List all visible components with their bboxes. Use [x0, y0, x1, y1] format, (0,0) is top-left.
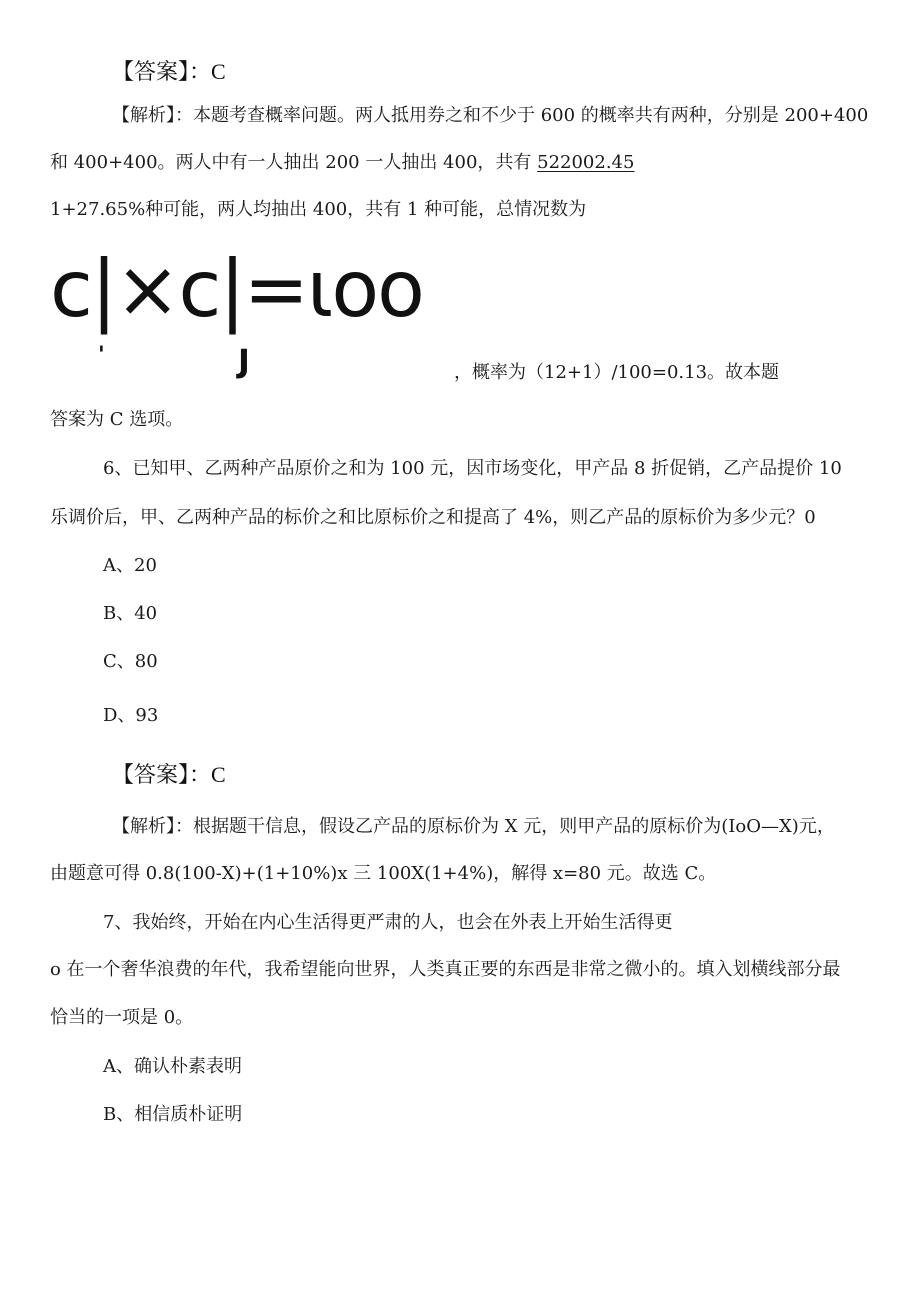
q7-option-a: A、确认朴素表明 [103, 1056, 242, 1077]
q6-option-c: C、80 [103, 651, 158, 672]
q7-stem-line1: 7、我始终，开始在内心生活得更严肃的人，也会在外表上开始生活得更 [103, 912, 673, 933]
q6-option-b: B、40 [103, 603, 158, 624]
q5-answer-value: ：C [189, 59, 226, 84]
q6-analysis-line1 [112, 815, 835, 839]
q6-stem-line2: 乐调价后，甲、乙两种产品的标价之和比原标价之和提高了 4%，则乙产品的原标价为多少元？0 [50, 507, 816, 528]
q5-analysis-underlined-number: 522002.45 [537, 152, 635, 173]
q5-analysis-line5: 答案为 C 选项。 [50, 409, 184, 430]
q7-stem-line3: 恰当的一项是 0。 [50, 1007, 194, 1028]
q5-analysis-line2 [50, 151, 634, 175]
q7-option-b: B、相信质朴证明 [103, 1104, 243, 1125]
q6-analysis-line2: 由题意可得 0.8(100-X)+(1+10%)x 三 100X(1+4%)，解得 x=80 元。故选 C。 [50, 863, 717, 884]
q6-stem-line1: 6、已知甲、乙两种产品原价之和为 100 元，因市场变化，甲产品 8 折促销，乙产品提价 10 [103, 458, 842, 479]
q6-analysis-label: 【解析】 [112, 816, 175, 837]
q5-formula-sub-right: J [238, 342, 250, 380]
q5-answer [112, 58, 226, 87]
q6-answer [112, 761, 226, 790]
q5-analysis-line3: 1+27.65%种可能，两人均抽出 400，共有 1 种可能，总情况数为 [50, 199, 587, 220]
q5-analysis-line1 [112, 104, 868, 128]
q6-answer-value: ：C [189, 762, 226, 787]
q5-analysis-label: 【解析】 [112, 105, 175, 126]
q6-option-a: A、20 [103, 555, 157, 576]
q5-analysis-text-2: 和 400+400。两人中有一人抽出 200 一人抽出 400，共有 [50, 152, 538, 173]
q6-option-d: D、93 [103, 705, 159, 726]
q7-stem-line2: o 在一个奢华浪费的年代，我希望能向世界，人类真正要的东西是非常之微小的。填入划横线部分最 [50, 959, 841, 980]
q5-formula-sub-left: ' [98, 343, 105, 368]
q5-analysis-text-1: ：本题考查概率问题。两人抵用券之和不少于 600 的概率共有两种，分别是 200+400 [175, 105, 869, 126]
q6-analysis-text-1: ：根据题干信息，假设乙产品的原标价为 X 元，则甲产品的原标价为(IoO—X)元， [175, 816, 835, 837]
q6-answer-label: 【答案】 [112, 763, 190, 788]
q5-analysis-line4: ，概率为（12+1）/100=0.13。故本题 [454, 362, 780, 383]
q5-answer-label: 【答案】 [112, 60, 190, 85]
q5-formula-image: c|×c|=ιoo [50, 245, 423, 335]
